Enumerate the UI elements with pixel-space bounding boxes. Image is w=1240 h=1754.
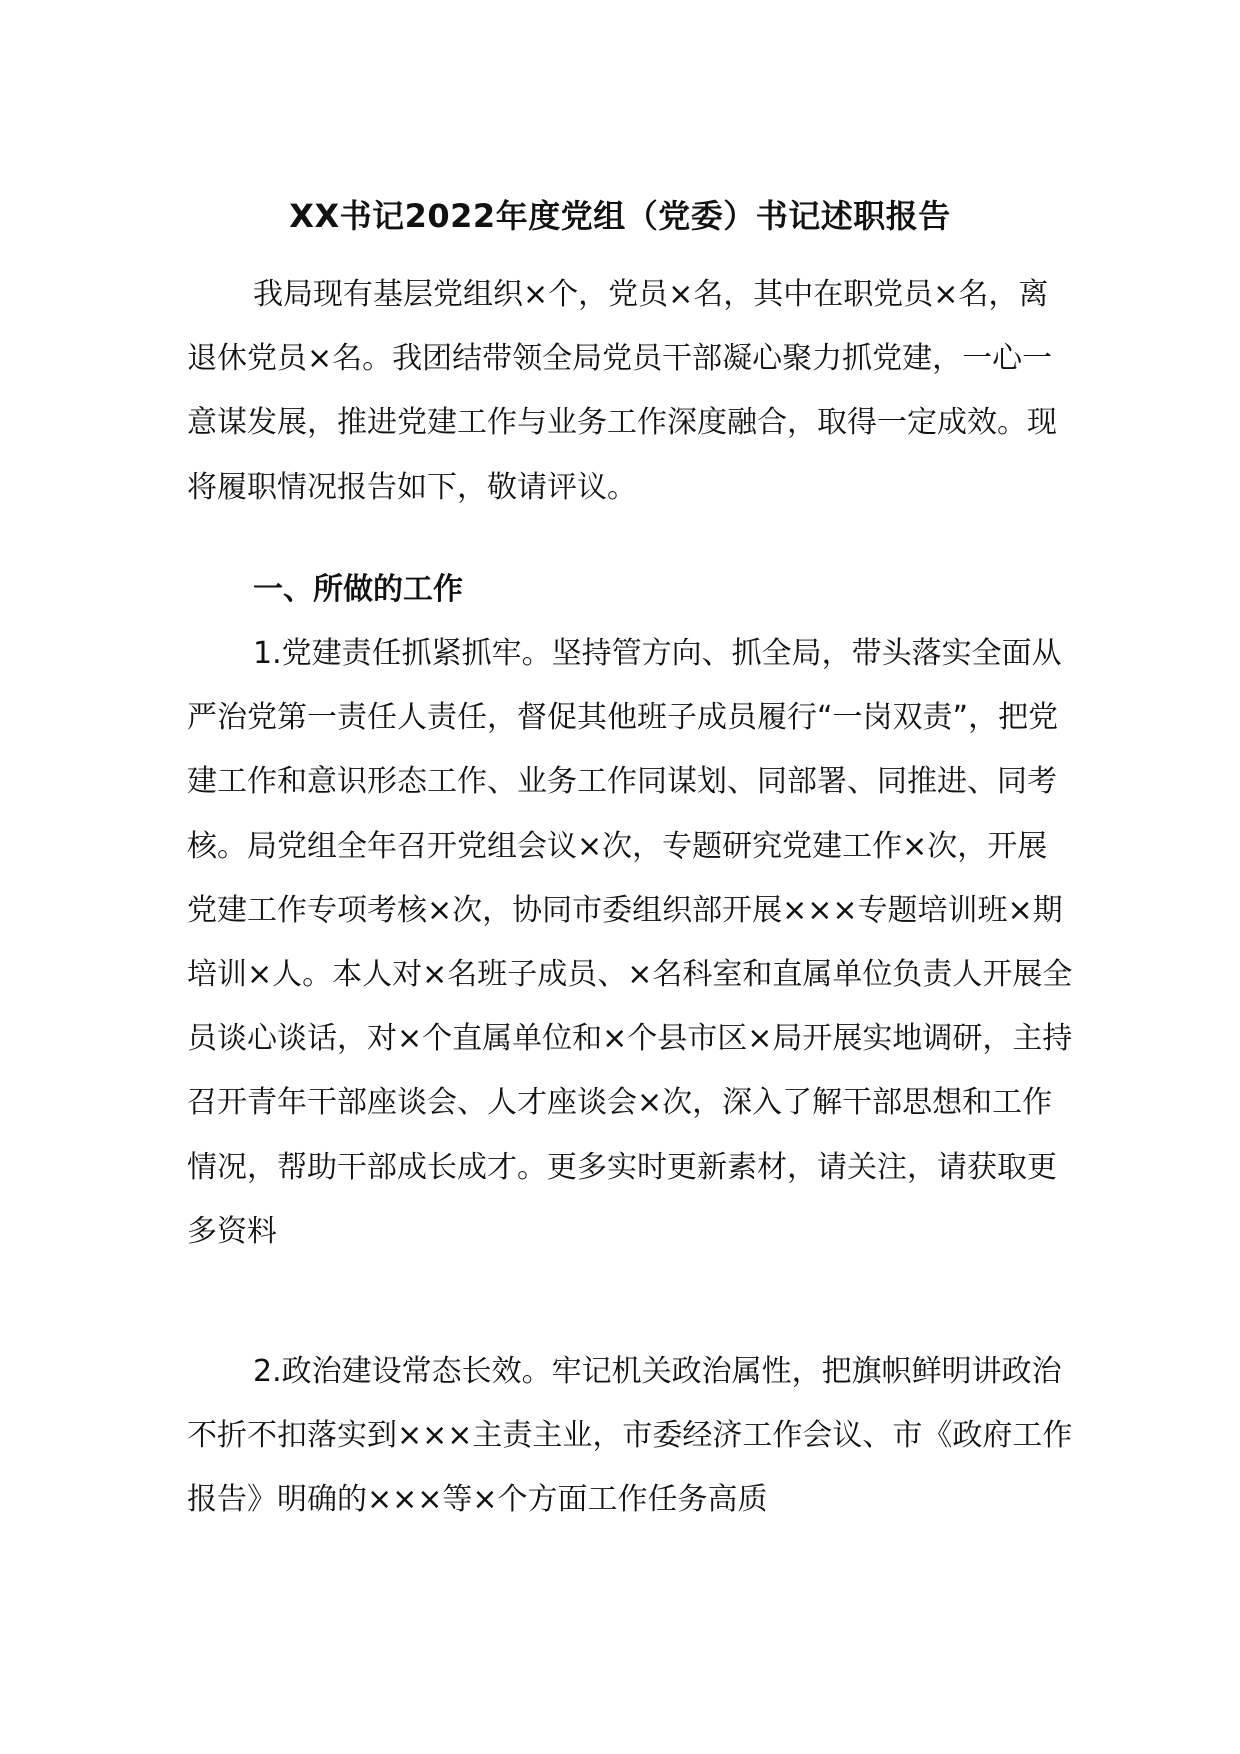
intro-paragraph: 我局现有基层党组织×个，党员×名，其中在职党员×名，离退休党员×名。我团结带领全局党员干部凝心聚力抓党建，一心一意谋发展，推进党建工作与业务工作深度融合，取得一定成效。现将履职情况报告如下，敬请评议。 [187, 277, 1057, 505]
item-1-paragraph: 1.党建责任抓紧抓牢。坚持管方向、抓全局，带头落实全面从严治党第一责任人责任，督促其他班子成员履行“一岗双责”，把党建工作和意识形态工作、业务工作同谋划、同部署、同推进、同考核。局党组全年召开党组会议×次，专题研究党建工作×次，开展党建工作专项考核×次，协同市委组织部开展×××专题培训班×期培训×人。本人对×名班子成员、×名科室和直属单位负责人开展全员谈心谈话，对×个直属单位和×个县市区×局开展实地调研，主持召开青年干部座谈会、人才座谈会×次，深入了解干部思想和工作情况，帮助干部成长成才。更多实时更新素材，请关注，请获取更多资料 [187, 636, 1073, 1249]
section-heading: 一、所做的工作 [253, 572, 463, 607]
item-2-paragraph: 2.政治建设常态长效。牢记机关政治属性，把旗帜鲜明讲政治不折不扣落实到×××主责主业，市委经济工作会议、市《政府工作报告》明确的×××等×个方面工作任务高质 [187, 1354, 1073, 1518]
document-title: XX书记2022年度党组（党委）书记述职报告 [289, 197, 951, 235]
